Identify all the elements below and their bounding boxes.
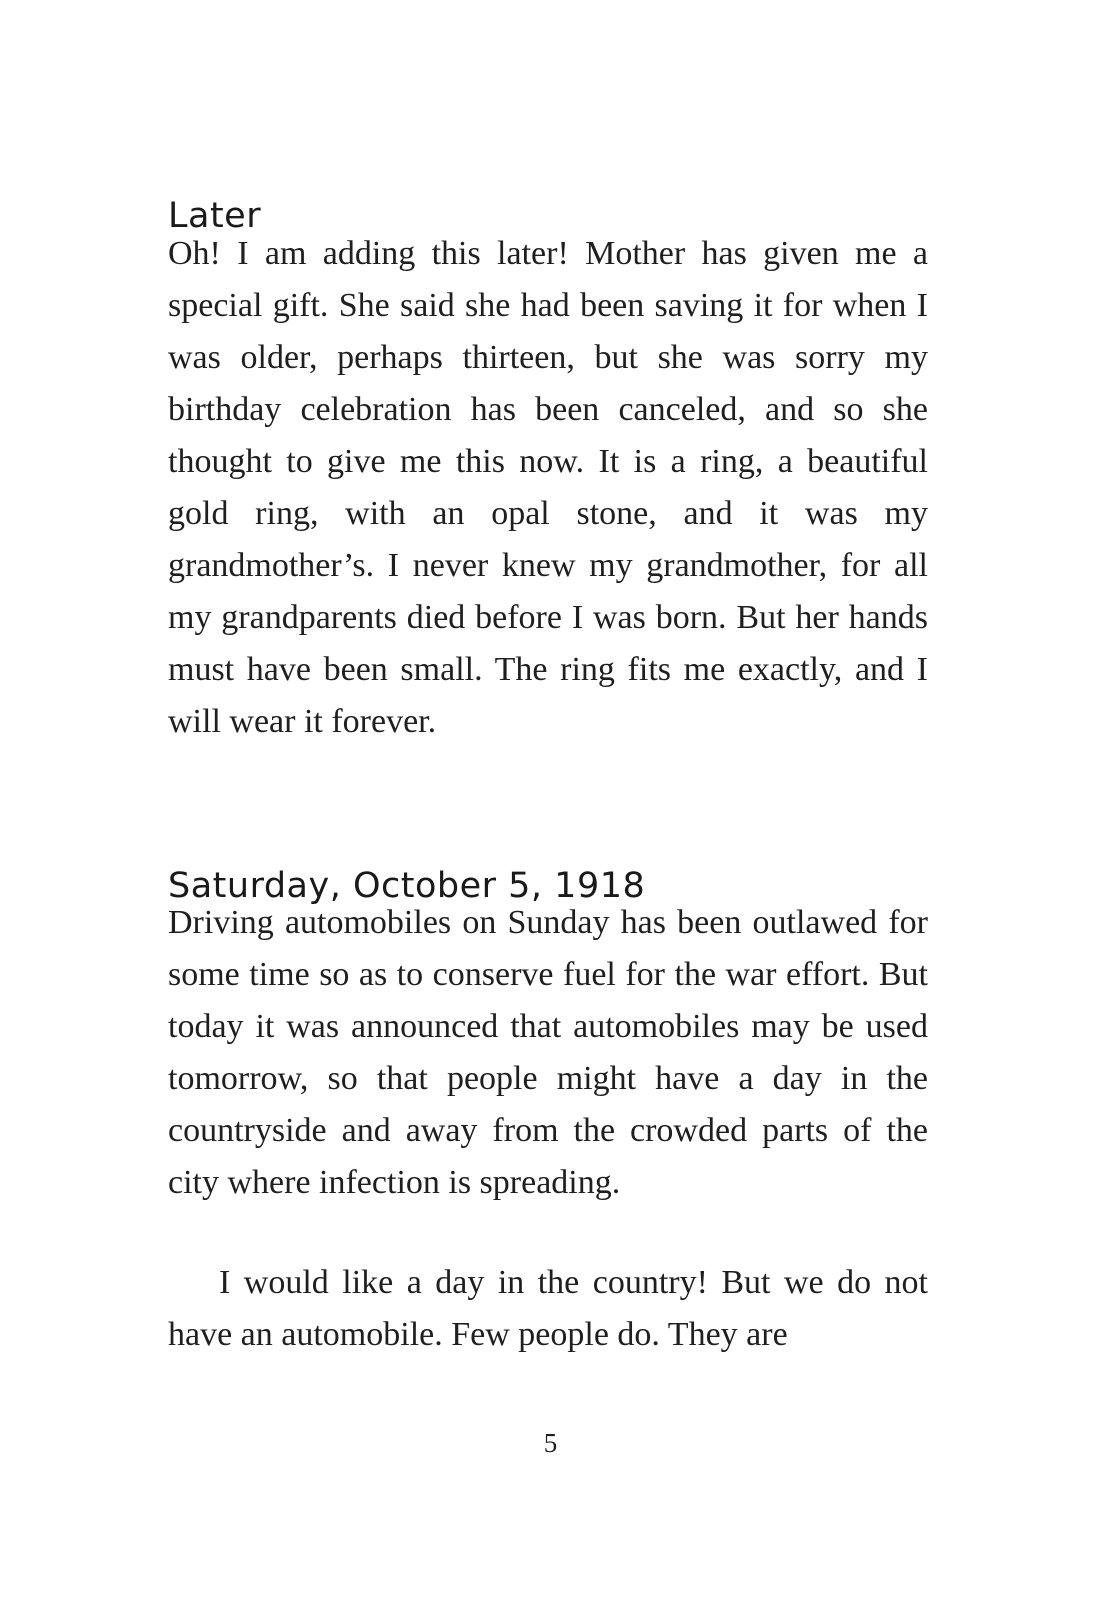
entry-paragraph-day-in-country: I would like a day in the country! But we do not have an automobile. Few people do. They are (168, 1264, 928, 1353)
page-number: 5 (543, 1428, 558, 1458)
entry-heading-saturday-october-5-1918: Saturday, October 5, 1918 (168, 866, 646, 907)
entry-heading-later: Later (168, 196, 262, 237)
entry-paragraph-automobiles-sunday: Driving automobiles on Sunday has been outlawed for some time so as to conserve fuel for the war effort. But today it was announced that automobiles may be used tomorrow, so that people might have a day in the countryside and away from the crowded parts of the city where infection is spreading. (168, 904, 928, 1201)
entry-paragraph-later: Oh! I am adding this later! Mother has given me a special gift. She said she had been saving it for when I was older, perhaps thirteen, but she was sorry my birthday celebration has been canceled, and so she thought to give me this now. It is a ring, a beautiful gold ring, with an opal stone, and it was my grandmother’s. I never knew my grandmother, for all my grandparents died before I was born. But her hands must have been small. The ring fits me exactly, and I will wear it forever. (168, 235, 928, 740)
